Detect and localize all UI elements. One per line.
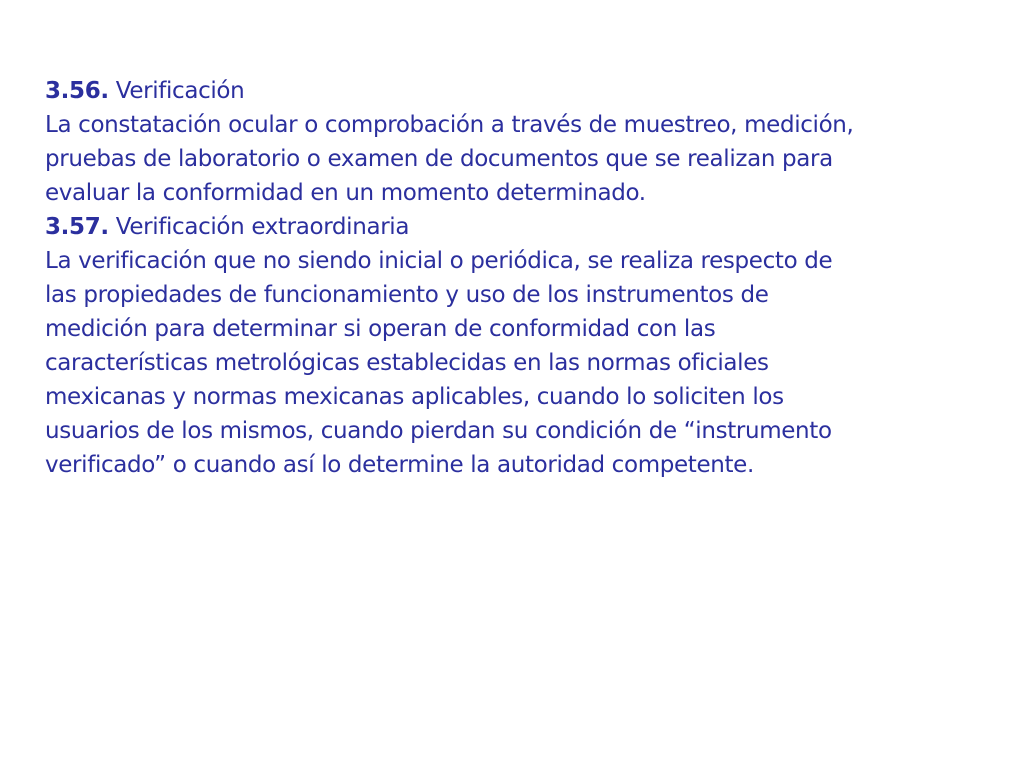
body-line: La verificación que no siendo inicial o periódica, se realiza respecto de — [45, 248, 833, 274]
term-title: Verificación — [115, 78, 245, 104]
body-line: características metrológicas establecidas en las normas oficiales — [45, 350, 769, 376]
term-number: 3.57. — [45, 214, 109, 240]
body-line: La constatación ocular o comprobación a través de muestreo, medición, — [45, 112, 854, 138]
term-body — [45, 108, 995, 210]
term-heading — [45, 74, 995, 108]
term-body — [45, 244, 995, 482]
definition-3-56 — [45, 74, 995, 210]
definition-3-57 — [45, 210, 995, 482]
body-line: las propiedades de funcionamiento y uso de los instrumentos de — [45, 282, 769, 308]
term-heading — [45, 210, 995, 244]
definitions-content — [45, 74, 995, 482]
body-line: evaluar la conformidad en un momento determinado. — [45, 180, 646, 206]
body-line: verificado” o cuando así lo determine la autoridad competente. — [45, 452, 754, 478]
term-number: 3.56. — [45, 78, 109, 104]
body-line: medición para determinar si operan de conformidad con las — [45, 316, 716, 342]
term-title: Verificación extraordinaria — [115, 214, 410, 240]
body-line: usuarios de los mismos, cuando pierdan su condición de “instrumento — [45, 418, 832, 444]
body-line: pruebas de laboratorio o examen de documentos que se realizan para — [45, 146, 833, 172]
body-line: mexicanas y normas mexicanas aplicables, cuando lo soliciten los — [45, 384, 784, 410]
